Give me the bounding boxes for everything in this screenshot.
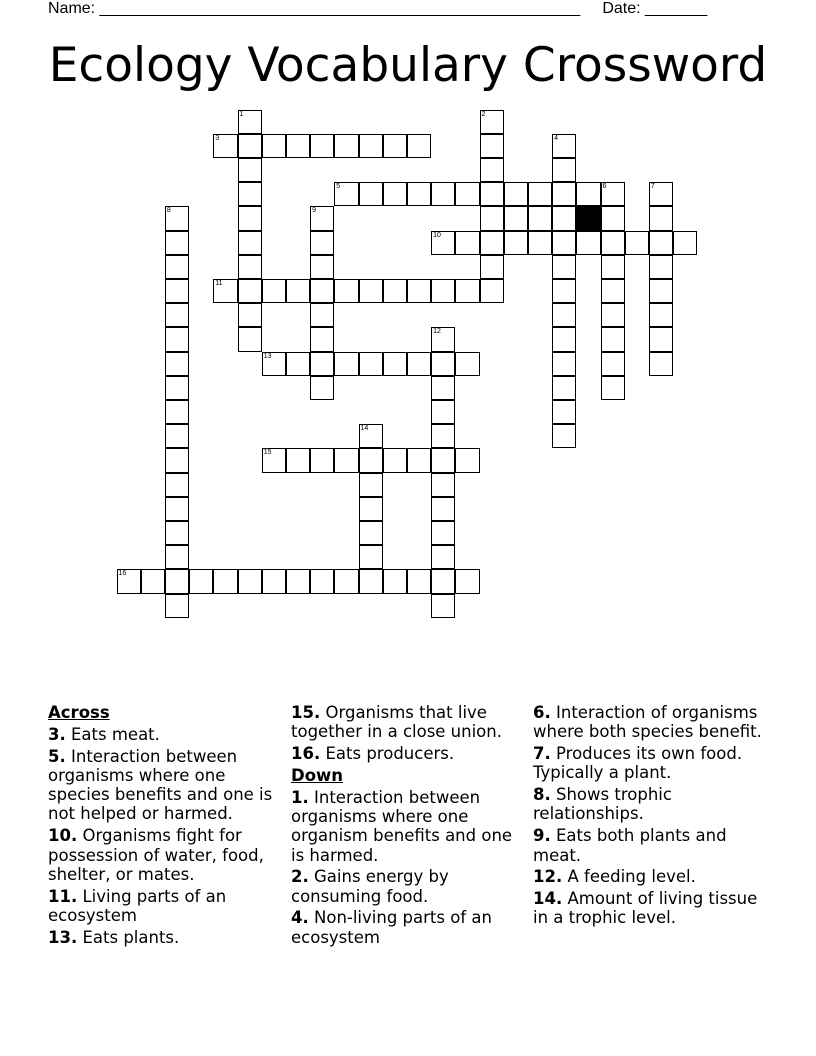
crossword-cell[interactable] [383,134,407,158]
crossword-cell[interactable] [334,279,358,303]
name-blank[interactable]: ______________________________________________________ [99,0,581,17]
cell-number: 10 [433,231,441,239]
crossword-cell[interactable] [455,448,479,472]
crossword-cell[interactable] [334,182,358,206]
clue-down-4: 4. Non-living parts of an ecosystem [291,908,492,947]
crossword-cell[interactable] [286,352,310,376]
crossword-cell[interactable] [165,231,189,255]
crossword-cell[interactable] [383,182,407,206]
crossword-cell[interactable] [552,158,576,182]
clue-down-1: 1. Interaction between organisms where one organism benefits and one is harmed. [291,787,513,865]
crossword-cell[interactable] [310,231,334,255]
crossword-cell[interactable] [480,206,504,230]
crossword-cell[interactable] [334,448,358,472]
crossword-cell[interactable] [407,448,431,472]
clue-down-6: 6. Interaction of organisms where both species benefit. [533,703,762,742]
crossword-cell[interactable] [504,182,528,206]
crossword-cell[interactable] [552,279,576,303]
cell-number: 12 [433,328,441,336]
crossword-cell[interactable] [576,182,600,206]
crossword-cell[interactable] [165,327,189,351]
crossword-cell[interactable] [649,182,673,206]
crossword-cell[interactable] [552,327,576,351]
crossword-cell[interactable] [310,279,334,303]
cell-number: 9 [312,207,316,215]
crossword-cell[interactable] [407,352,431,376]
crossword-cell[interactable] [310,255,334,279]
cell-number: 5 [336,183,341,191]
crossword-cell[interactable] [552,231,576,255]
clue-across-5: 5. Interaction between organisms where one species benefits and one is not helped or harmed. [48,746,273,824]
clues-column-3 [533,703,773,930]
crossword-cell[interactable] [383,352,407,376]
clue-across-16: 16. Eats producers. [291,744,455,764]
crossword-cell[interactable] [359,497,383,521]
clue-down-2: 2. Gains energy by consuming food. [291,867,449,906]
crossword-cell[interactable] [213,279,237,303]
crossword-cell[interactable] [601,255,625,279]
clue-across-11: 11. Living parts of an ecosystem [48,886,227,925]
clue-across-15: 15. Organisms that live together in a close union. [291,703,502,742]
crossword-cell[interactable] [165,255,189,279]
across-heading: Across [48,703,110,722]
crossword-cell[interactable] [649,279,673,303]
cell-number: 13 [263,352,272,360]
crossword-cell[interactable] [165,352,189,376]
crossword-cell[interactable] [431,182,455,206]
crossword-cell[interactable] [310,569,334,593]
crossword-cell[interactable] [431,448,455,472]
cell-number: 8 [166,207,171,215]
crossword-cell[interactable] [213,569,237,593]
crossword-cell[interactable] [455,352,479,376]
crossword-cell[interactable] [431,376,455,400]
crossword-cell[interactable] [431,400,455,424]
clue-down-14: 14. Amount of living tissue in a trophic level. [533,889,758,928]
crossword-cell[interactable] [601,206,625,230]
crossword-cell[interactable] [649,327,673,351]
crossword-cell[interactable] [649,206,673,230]
cell-number: 4 [554,134,558,142]
clue-down-7: 7. Produces its own food. Typically a plant. [533,744,743,783]
crossword-cell[interactable] [601,182,625,206]
crossword-cell[interactable] [431,569,455,593]
crossword-cell[interactable] [310,206,334,230]
crossword-cell[interactable] [165,473,189,497]
crossword-cell[interactable] [480,134,504,158]
crossword-cell[interactable] [407,134,431,158]
crossword-cell[interactable] [165,424,189,448]
cell-number: 7 [650,183,655,191]
crossword-cell[interactable] [262,279,286,303]
crossword-cell[interactable] [238,279,262,303]
crossword-cell[interactable] [431,327,455,351]
crossword-cell[interactable] [165,400,189,424]
cell-number: 14 [360,425,369,433]
crossword-cell[interactable] [431,521,455,545]
cell-number: 1 [239,110,244,118]
crossword-cell[interactable] [552,303,576,327]
crossword-cell[interactable] [455,231,479,255]
crossword-cell[interactable] [238,303,262,327]
crossword-cell[interactable] [601,303,625,327]
crossword-cell[interactable] [480,231,504,255]
crossword-cell[interactable] [601,376,625,400]
crossword-cell[interactable] [334,569,358,593]
crossword-cell[interactable] [189,569,213,593]
crossword-cell[interactable] [383,569,407,593]
clues-column-1 [48,703,284,950]
crossword-cell[interactable] [576,231,600,255]
crossword-cell[interactable] [552,376,576,400]
crossword-cell[interactable] [334,134,358,158]
crossword-cell[interactable] [165,279,189,303]
crossword-cell[interactable] [117,569,141,593]
crossword-cell[interactable] [528,182,552,206]
cell-number: 11 [215,279,223,287]
cell-number: 6 [602,183,607,191]
crossword-cell[interactable] [238,231,262,255]
crossword-cell[interactable] [552,255,576,279]
crossword-cell[interactable] [141,569,165,593]
crossword-cell[interactable] [359,521,383,545]
crossword-cell[interactable] [601,327,625,351]
crossword-cell[interactable] [359,424,383,448]
crossword-cell[interactable] [262,134,286,158]
crossword-cell[interactable] [359,569,383,593]
crossword-cell[interactable] [238,569,262,593]
crossword-cell[interactable] [407,569,431,593]
crossword-cell[interactable] [310,303,334,327]
clue-down-12: 12. A feeding level. [533,867,696,887]
crossword-cell[interactable] [552,182,576,206]
crossword-cell[interactable] [431,231,455,255]
crossword-cell[interactable] [431,424,455,448]
crossword-cell[interactable] [359,545,383,569]
crossword-cell[interactable] [310,327,334,351]
crossword-cell[interactable] [431,497,455,521]
crossword-cell[interactable] [480,182,504,206]
crossword-cell[interactable] [286,134,310,158]
clue-down-8: 8. Shows trophic relationships. [533,785,672,824]
crossword-cell[interactable] [504,231,528,255]
crossword-cell[interactable] [552,134,576,158]
cell-number: 2 [481,110,486,118]
crossword-cell[interactable] [480,279,504,303]
crossword-cell[interactable] [359,473,383,497]
down-heading: Down [291,765,344,785]
crossword-cell[interactable] [238,327,262,351]
crossword-block-cell [576,206,600,230]
crossword-cell[interactable] [455,182,479,206]
crossword-cell[interactable] [334,352,358,376]
crossword-cell[interactable] [528,206,552,230]
crossword-cell[interactable] [431,473,455,497]
crossword-cell[interactable] [649,231,673,255]
crossword-cell[interactable] [286,279,310,303]
crossword-cell[interactable] [165,569,189,593]
crossword-cell[interactable] [238,158,262,182]
crossword-cell[interactable] [649,303,673,327]
crossword-cell[interactable] [310,376,334,400]
crossword-cell[interactable] [359,279,383,303]
cell-number: 3 [215,134,220,142]
crossword-cell[interactable] [310,134,334,158]
crossword-cell[interactable] [431,594,455,618]
crossword-cell[interactable] [601,352,625,376]
crossword-cell[interactable] [480,158,504,182]
crossword-cell[interactable] [455,569,479,593]
crossword-cell[interactable] [310,448,334,472]
clue-across-10: 10. Organisms fight for possession of water, food, shelter, or mates. [48,826,264,884]
crossword-cell[interactable] [552,206,576,230]
date-label: Date: [602,0,641,17]
crossword-cell[interactable] [480,110,504,134]
cell-number: 16 [118,570,127,578]
crossword-cell[interactable] [480,255,504,279]
crossword-cell[interactable] [262,569,286,593]
crossword-cell[interactable] [165,448,189,472]
crossword-cell[interactable] [431,279,455,303]
crossword-cell[interactable] [431,352,455,376]
crossword-cell[interactable] [238,206,262,230]
crossword-cell[interactable] [238,255,262,279]
crossword-cell[interactable] [359,448,383,472]
crossword-cell[interactable] [383,448,407,472]
crossword-cell[interactable] [165,545,189,569]
crossword-cell[interactable] [552,400,576,424]
crossword-cell[interactable] [407,182,431,206]
crossword-cell[interactable] [673,231,697,255]
crossword-cell[interactable] [286,569,310,593]
crossword-cell[interactable] [359,134,383,158]
crossword-cell[interactable] [552,352,576,376]
name-label: Name: [48,0,96,17]
crossword-cell[interactable] [407,279,431,303]
clues-column-2 [291,703,529,950]
clue-down-9: 9. Eats both plants and meat. [533,826,727,865]
crossword-cell[interactable] [601,279,625,303]
clue-across-3: 3. Eats meat. [48,724,160,744]
crossword-cell[interactable] [359,352,383,376]
crossword-cell[interactable] [601,231,625,255]
crossword-cell[interactable] [213,134,237,158]
crossword-cell[interactable] [165,594,189,618]
crossword-cell[interactable] [552,424,576,448]
crossword-cell[interactable] [431,545,455,569]
crossword-cell[interactable] [528,231,552,255]
crossword-cell[interactable] [165,497,189,521]
crossword-cell[interactable] [238,110,262,134]
crossword-cell[interactable] [504,206,528,230]
cell-number: 15 [263,449,272,457]
crossword-cell[interactable] [649,352,673,376]
crossword-cell[interactable] [262,352,286,376]
crossword-cell[interactable] [238,182,262,206]
crossword-cell[interactable] [165,521,189,545]
crossword-cell[interactable] [310,352,334,376]
crossword-cell[interactable] [262,448,286,472]
crossword-cell[interactable] [165,206,189,230]
crossword-cell[interactable] [649,255,673,279]
crossword-cell[interactable] [359,182,383,206]
crossword-cell[interactable] [455,279,479,303]
clue-across-13: 13. Eats plants. [48,927,180,947]
crossword-cell[interactable] [165,303,189,327]
crossword-cell[interactable] [165,376,189,400]
page-title: Ecology Vocabulary Crossword [48,38,768,93]
crossword-cell[interactable] [286,448,310,472]
crossword-cell[interactable] [625,231,649,255]
crossword-cell[interactable] [238,134,262,158]
date-blank[interactable]: _______ [645,0,708,17]
crossword-cell[interactable] [383,279,407,303]
